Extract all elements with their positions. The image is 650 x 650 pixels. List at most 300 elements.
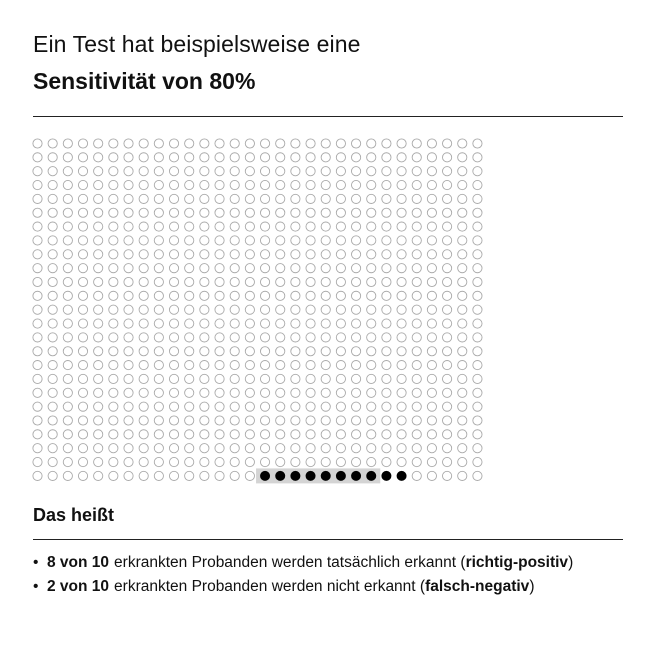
person-dot xyxy=(63,250,72,259)
person-dot xyxy=(200,361,209,370)
person-dot xyxy=(442,208,451,217)
person-dot xyxy=(458,139,467,148)
person-dot xyxy=(154,388,163,397)
person-dot xyxy=(351,236,360,245)
person-dot xyxy=(382,264,391,273)
person-dot xyxy=(94,430,103,439)
person-dot xyxy=(78,180,87,189)
person-dot xyxy=(442,430,451,439)
person-dot xyxy=(367,264,376,273)
person-dot xyxy=(139,277,148,286)
person-dot xyxy=(124,250,133,259)
person-dot xyxy=(33,222,42,231)
person-dot xyxy=(473,416,482,425)
person-dot xyxy=(321,457,330,466)
person-dot xyxy=(185,457,194,466)
person-dot xyxy=(276,319,285,328)
person-dot xyxy=(351,180,360,189)
person-dot xyxy=(442,402,451,411)
person-dot xyxy=(230,457,239,466)
person-dot xyxy=(48,388,57,397)
person-dot xyxy=(382,291,391,300)
person-dot xyxy=(94,180,103,189)
person-dot xyxy=(260,277,269,286)
person-dot xyxy=(473,208,482,217)
person-dot xyxy=(276,277,285,286)
person-dot xyxy=(78,333,87,342)
person-dot xyxy=(473,305,482,314)
person-dot xyxy=(276,180,285,189)
person-dot xyxy=(276,305,285,314)
person-dot xyxy=(215,333,224,342)
person-dot xyxy=(291,291,300,300)
close-paren: ) xyxy=(529,578,535,595)
person-dot xyxy=(109,208,118,217)
person-dot xyxy=(33,167,42,176)
person-dot xyxy=(458,430,467,439)
person-dot xyxy=(200,319,209,328)
person-dot xyxy=(382,194,391,203)
person-dot xyxy=(78,208,87,217)
person-dot xyxy=(48,194,57,203)
person-dot xyxy=(63,167,72,176)
person-dot xyxy=(397,305,406,314)
person-dot xyxy=(336,236,345,245)
person-dot xyxy=(109,430,118,439)
person-dot xyxy=(473,194,482,203)
person-dot xyxy=(458,388,467,397)
person-dot xyxy=(78,416,87,425)
person-dot xyxy=(185,236,194,245)
person-dot xyxy=(94,388,103,397)
person-dot xyxy=(291,374,300,383)
person-dot xyxy=(215,277,224,286)
person-dot xyxy=(473,222,482,231)
person-dot xyxy=(215,402,224,411)
person-dot xyxy=(245,180,254,189)
person-dot xyxy=(321,374,330,383)
person-dot xyxy=(276,167,285,176)
person-dot xyxy=(245,333,254,342)
person-dot xyxy=(382,430,391,439)
person-dot xyxy=(230,444,239,453)
person-dot xyxy=(382,416,391,425)
person-dot xyxy=(109,444,118,453)
person-dot xyxy=(321,139,330,148)
person-dot xyxy=(94,471,103,480)
person-dot xyxy=(94,319,103,328)
person-dot xyxy=(321,402,330,411)
person-dot xyxy=(442,457,451,466)
person-dot xyxy=(276,388,285,397)
person-dot xyxy=(397,416,406,425)
person-dot xyxy=(94,167,103,176)
person-dot xyxy=(351,416,360,425)
person-dot xyxy=(351,374,360,383)
person-dot xyxy=(245,388,254,397)
person-dot xyxy=(124,277,133,286)
person-dot xyxy=(154,153,163,162)
person-dot xyxy=(139,361,148,370)
person-dot xyxy=(336,222,345,231)
person-dot xyxy=(230,305,239,314)
person-dot xyxy=(78,264,87,273)
person-dot xyxy=(412,471,421,480)
person-dot xyxy=(230,471,239,480)
person-dot xyxy=(473,388,482,397)
person-dot xyxy=(48,264,57,273)
person-dot xyxy=(200,236,209,245)
person-dot xyxy=(109,305,118,314)
person-dot xyxy=(260,457,269,466)
person-dot xyxy=(154,416,163,425)
person-dot xyxy=(367,416,376,425)
person-dot xyxy=(260,153,269,162)
person-dot xyxy=(94,416,103,425)
person-dot xyxy=(367,305,376,314)
person-dot xyxy=(139,222,148,231)
person-dot xyxy=(245,250,254,259)
person-dot xyxy=(442,388,451,397)
person-dot xyxy=(33,471,42,480)
person-dot xyxy=(154,291,163,300)
person-dot xyxy=(245,471,254,480)
person-dot xyxy=(94,291,103,300)
person-dot xyxy=(33,347,42,356)
person-dot xyxy=(306,167,315,176)
person-dot xyxy=(139,180,148,189)
person-dot xyxy=(412,388,421,397)
person-dot xyxy=(63,374,72,383)
person-dot xyxy=(473,444,482,453)
person-dot xyxy=(139,194,148,203)
person-dot xyxy=(458,457,467,466)
person-dot xyxy=(351,305,360,314)
person-dot xyxy=(169,194,178,203)
person-dot xyxy=(291,388,300,397)
person-dot xyxy=(367,167,376,176)
person-dot xyxy=(412,430,421,439)
person-dot xyxy=(200,139,209,148)
person-dot xyxy=(109,388,118,397)
person-dot xyxy=(94,139,103,148)
headline-intro: Ein Test hat beispielsweise eine xyxy=(33,31,361,57)
person-dot xyxy=(78,319,87,328)
person-dot xyxy=(109,416,118,425)
summary-list xyxy=(33,551,573,599)
person-dot xyxy=(321,361,330,370)
person-dot xyxy=(215,374,224,383)
person-dot xyxy=(306,277,315,286)
person-dot xyxy=(139,305,148,314)
person-dot xyxy=(306,194,315,203)
person-dot xyxy=(78,153,87,162)
person-dot xyxy=(382,361,391,370)
person-dot xyxy=(306,305,315,314)
person-dot xyxy=(260,208,269,217)
person-dot xyxy=(169,319,178,328)
person-dot xyxy=(351,361,360,370)
person-dot xyxy=(94,222,103,231)
person-dot xyxy=(367,444,376,453)
person-dot xyxy=(94,402,103,411)
person-dot xyxy=(215,194,224,203)
person-dot xyxy=(473,471,482,480)
person-dot xyxy=(306,139,315,148)
person-dot xyxy=(185,361,194,370)
person-dot xyxy=(169,305,178,314)
person-dot xyxy=(63,319,72,328)
person-dot xyxy=(78,222,87,231)
person-dot xyxy=(442,194,451,203)
person-dot xyxy=(169,180,178,189)
person-dot xyxy=(124,180,133,189)
person-dot xyxy=(351,277,360,286)
person-dot xyxy=(260,402,269,411)
person-dot xyxy=(124,347,133,356)
person-dot xyxy=(215,180,224,189)
person-dot xyxy=(63,361,72,370)
person-dot xyxy=(245,139,254,148)
person-dot xyxy=(397,361,406,370)
person-dot xyxy=(473,180,482,189)
person-dot xyxy=(336,250,345,259)
person-dot xyxy=(291,402,300,411)
person-dot xyxy=(291,208,300,217)
headline-sensitivity: Sensitivität von 80% xyxy=(33,68,256,94)
person-dot xyxy=(276,222,285,231)
person-dot xyxy=(185,388,194,397)
person-dot xyxy=(48,208,57,217)
person-dot xyxy=(442,374,451,383)
person-dot xyxy=(260,222,269,231)
person-dot xyxy=(245,374,254,383)
person-dot xyxy=(139,457,148,466)
person-dot xyxy=(382,153,391,162)
person-dot xyxy=(276,333,285,342)
person-dot xyxy=(124,457,133,466)
person-dot xyxy=(33,361,42,370)
person-dot xyxy=(215,222,224,231)
person-dot xyxy=(442,347,451,356)
person-dot xyxy=(442,250,451,259)
person-dot xyxy=(109,277,118,286)
person-dot xyxy=(473,291,482,300)
person-dot xyxy=(200,167,209,176)
person-dot xyxy=(124,305,133,314)
person-dot xyxy=(200,305,209,314)
person-dot xyxy=(276,402,285,411)
person-dot xyxy=(245,291,254,300)
person-dot xyxy=(124,416,133,425)
person-dot xyxy=(291,194,300,203)
person-dot xyxy=(124,208,133,217)
person-dot xyxy=(154,208,163,217)
person-dot xyxy=(427,153,436,162)
person-dot xyxy=(48,430,57,439)
person-dot xyxy=(78,430,87,439)
person-dot xyxy=(336,264,345,273)
term-true-positive: richtig-positiv xyxy=(465,554,569,571)
person-dot xyxy=(154,167,163,176)
person-dot xyxy=(63,388,72,397)
person-dot xyxy=(458,291,467,300)
person-dot xyxy=(139,236,148,245)
person-dot xyxy=(306,402,315,411)
person-dot xyxy=(245,222,254,231)
person-dot xyxy=(260,291,269,300)
person-dot xyxy=(154,250,163,259)
person-dot xyxy=(230,319,239,328)
person-dot xyxy=(124,264,133,273)
person-dot xyxy=(48,319,57,328)
person-dot xyxy=(458,153,467,162)
person-dot xyxy=(336,416,345,425)
person-dot xyxy=(109,319,118,328)
person-dot xyxy=(245,208,254,217)
person-dot xyxy=(291,277,300,286)
person-dot xyxy=(185,264,194,273)
person-dot xyxy=(215,305,224,314)
person-dot xyxy=(215,347,224,356)
person-dot xyxy=(382,222,391,231)
person-dot xyxy=(215,139,224,148)
person-dot xyxy=(427,430,436,439)
person-dot xyxy=(33,416,42,425)
person-dot xyxy=(169,402,178,411)
person-dot xyxy=(276,444,285,453)
person-dot xyxy=(139,250,148,259)
person-dot xyxy=(154,374,163,383)
person-dot xyxy=(154,471,163,480)
person-dot xyxy=(230,333,239,342)
person-dot xyxy=(33,374,42,383)
person-dot xyxy=(78,402,87,411)
person-dot xyxy=(427,471,436,480)
person-dot xyxy=(185,471,194,480)
person-dot xyxy=(185,374,194,383)
person-dot xyxy=(124,333,133,342)
person-dot xyxy=(442,139,451,148)
count-false-negative: 2 von 10 xyxy=(47,578,110,595)
person-dot xyxy=(306,208,315,217)
person-dot xyxy=(351,250,360,259)
person-dot xyxy=(442,361,451,370)
person-dot xyxy=(351,402,360,411)
false-negative-dot xyxy=(381,471,391,481)
person-dot xyxy=(215,471,224,480)
person-dot xyxy=(124,361,133,370)
person-dot xyxy=(473,402,482,411)
person-dot xyxy=(336,208,345,217)
person-dot xyxy=(215,236,224,245)
person-dot xyxy=(321,319,330,328)
person-dot xyxy=(94,457,103,466)
person-dot xyxy=(185,153,194,162)
person-dot xyxy=(397,291,406,300)
person-dot xyxy=(321,305,330,314)
person-dot xyxy=(124,139,133,148)
section-heading: Das heißt xyxy=(33,505,115,525)
person-dot xyxy=(215,361,224,370)
person-dot xyxy=(351,319,360,328)
person-dot xyxy=(230,208,239,217)
person-dot xyxy=(200,277,209,286)
person-dot xyxy=(276,457,285,466)
person-dot xyxy=(139,333,148,342)
person-dot xyxy=(48,457,57,466)
person-dot xyxy=(397,277,406,286)
person-dot xyxy=(200,388,209,397)
person-dot xyxy=(245,457,254,466)
person-dot xyxy=(139,208,148,217)
person-dot xyxy=(276,208,285,217)
person-dot xyxy=(169,167,178,176)
person-dot xyxy=(200,180,209,189)
person-dot xyxy=(109,139,118,148)
person-dot xyxy=(78,250,87,259)
person-dot xyxy=(260,333,269,342)
person-dot xyxy=(63,347,72,356)
person-dot xyxy=(185,250,194,259)
person-dot xyxy=(260,430,269,439)
person-dot xyxy=(321,388,330,397)
person-dot xyxy=(63,444,72,453)
person-dot xyxy=(48,236,57,245)
person-dot xyxy=(291,305,300,314)
person-dot xyxy=(321,291,330,300)
person-dot xyxy=(139,374,148,383)
person-dot xyxy=(427,333,436,342)
person-dot xyxy=(351,291,360,300)
person-dot xyxy=(94,236,103,245)
person-dot xyxy=(33,444,42,453)
person-dot xyxy=(306,319,315,328)
person-dot xyxy=(427,402,436,411)
person-dot xyxy=(215,264,224,273)
person-dot xyxy=(139,347,148,356)
person-dot xyxy=(109,167,118,176)
person-dot xyxy=(397,319,406,328)
person-dot xyxy=(412,319,421,328)
person-dot xyxy=(473,430,482,439)
person-dot xyxy=(367,277,376,286)
person-dot xyxy=(94,333,103,342)
person-dot xyxy=(291,236,300,245)
person-dot xyxy=(185,277,194,286)
person-dot xyxy=(276,139,285,148)
true-positive-dot xyxy=(306,471,316,481)
person-dot xyxy=(321,333,330,342)
person-dot xyxy=(245,361,254,370)
person-dot xyxy=(458,471,467,480)
person-dot xyxy=(63,180,72,189)
person-dot xyxy=(412,153,421,162)
person-dot xyxy=(367,333,376,342)
person-dot xyxy=(321,180,330,189)
person-dot xyxy=(351,194,360,203)
person-dot xyxy=(427,457,436,466)
person-dot xyxy=(215,208,224,217)
person-dot xyxy=(215,167,224,176)
person-dot xyxy=(412,250,421,259)
person-dot xyxy=(427,250,436,259)
person-dot xyxy=(336,291,345,300)
person-dot xyxy=(397,333,406,342)
person-dot xyxy=(412,347,421,356)
person-dot xyxy=(291,347,300,356)
person-dot xyxy=(458,444,467,453)
